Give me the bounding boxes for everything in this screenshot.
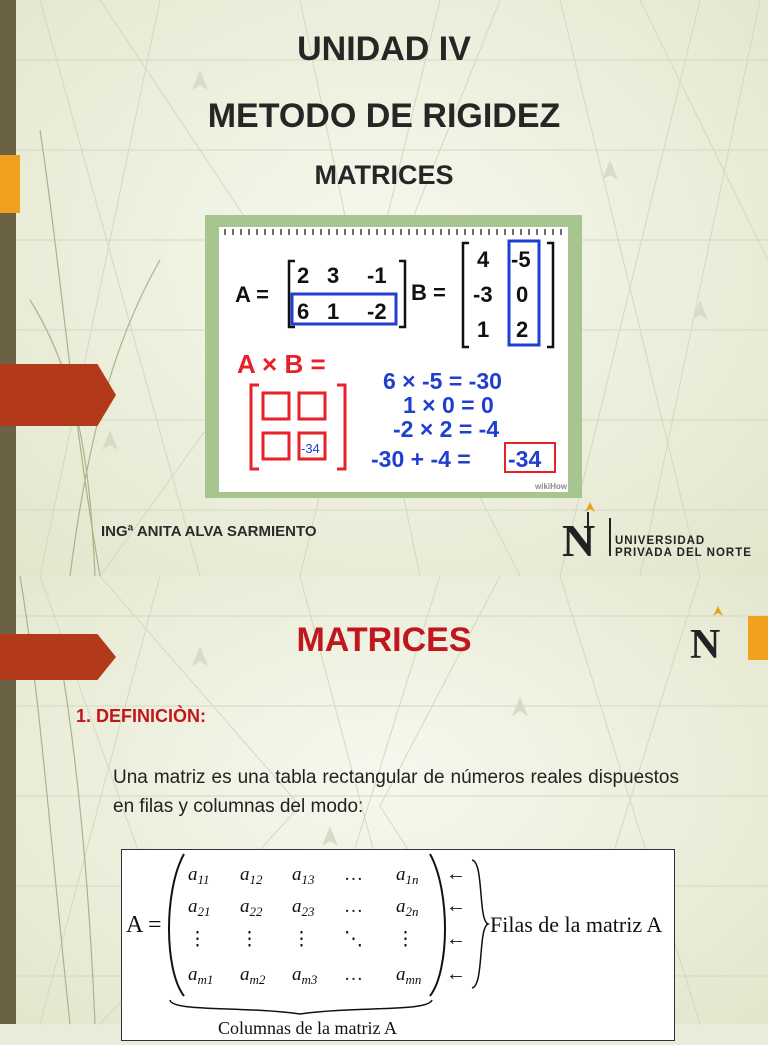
svg-text:←: ← bbox=[446, 863, 466, 885]
red-arrow-shape bbox=[0, 364, 116, 426]
matrix-element: $a_{13}$ bbox=[292, 864, 315, 887]
matrix-element: ⋮ bbox=[292, 929, 311, 950]
right-parenthesis bbox=[430, 854, 445, 996]
logo-divider bbox=[609, 518, 611, 556]
row-arrows bbox=[446, 863, 466, 985]
label-b: B = bbox=[411, 280, 446, 305]
matrix-element: $a_{mn}$ bbox=[396, 964, 422, 987]
section-title: MATRICES bbox=[296, 621, 472, 659]
rows-label: Filas de la matriz A bbox=[490, 912, 663, 937]
matrix-element: $a_{1n}$ bbox=[396, 864, 419, 887]
column-brace bbox=[170, 1000, 432, 1014]
author-name: INGª ANITA ALVA SARMIENTO bbox=[101, 523, 317, 540]
matrix-element: $a_{m1}$ bbox=[188, 964, 214, 987]
left-sidebar-bar bbox=[0, 0, 16, 576]
result-cell-21 bbox=[263, 433, 289, 459]
matrix-b-r2c2: 0 bbox=[516, 282, 529, 307]
matrix-element: … bbox=[344, 864, 363, 885]
matrix-element: … bbox=[344, 964, 363, 985]
slide-title-method: METODO DE RIGIDEZ bbox=[207, 97, 561, 135]
left-parenthesis bbox=[169, 854, 184, 996]
matrix-a-r2c1: 6 bbox=[297, 299, 310, 324]
matrix-element: $a_{m3}$ bbox=[292, 964, 318, 987]
upn-logo-icon bbox=[560, 500, 610, 566]
matrix-element: $a_{23}$ bbox=[292, 896, 315, 919]
formula-lhs: A = bbox=[126, 912, 162, 938]
matrix-element: ⋮ bbox=[396, 929, 415, 950]
matrix-a-r2c2: 1 bbox=[327, 299, 340, 324]
matrix-element: ⋮ bbox=[188, 929, 207, 950]
matrix-element: ⋱ bbox=[344, 929, 363, 950]
sum-result: -34 bbox=[508, 446, 542, 472]
matrix-element: $a_{21}$ bbox=[188, 896, 211, 919]
notebook-binding bbox=[225, 229, 561, 235]
matrix-example-image bbox=[205, 215, 582, 498]
matrix-b-r1c1: 4 bbox=[477, 247, 490, 272]
step-3: -2 × 2 = -4 bbox=[393, 416, 500, 442]
definition-paragraph: Una matriz es una tabla rectangular de números reales dispuestos en filas y columnas del modo: bbox=[113, 767, 679, 817]
svg-text:←: ← bbox=[446, 928, 466, 950]
svg-text:←: ← bbox=[446, 963, 466, 985]
university-name bbox=[615, 535, 752, 559]
matrix-a-r1c2: 3 bbox=[327, 263, 340, 288]
sum-prefix: -30 + -4 = bbox=[371, 446, 471, 472]
matrix-element: ⋮ bbox=[240, 929, 259, 950]
slide-title-unit: UNIDAD IV bbox=[297, 30, 471, 68]
svg-text:N: N bbox=[690, 622, 721, 668]
slide-subtitle: MATRICES bbox=[314, 160, 454, 190]
matrix-multiplication-illustration bbox=[219, 227, 568, 492]
result-cell-11 bbox=[263, 393, 289, 419]
matrix-general-form bbox=[122, 850, 674, 1040]
matrix-a-r2c3: -2 bbox=[367, 299, 387, 324]
matrix-element: $a_{m2}$ bbox=[240, 964, 266, 987]
result-cell-12 bbox=[299, 393, 325, 419]
svg-text:←: ← bbox=[446, 895, 466, 917]
university-line-2: PRIVADA DEL NORTE bbox=[615, 547, 752, 559]
matrix-b-r2c1: -3 bbox=[473, 282, 493, 307]
definition-heading: 1. DEFINICIÒN: bbox=[76, 706, 207, 726]
columns-label: Columnas de la matriz A bbox=[218, 1018, 397, 1038]
product-label: A × B = bbox=[237, 349, 326, 379]
matrix-b-r3c2: 2 bbox=[516, 317, 529, 342]
university-line-1: UNIVERSIDAD bbox=[615, 535, 706, 547]
matrix-formula-image bbox=[121, 849, 675, 1041]
svg-text:N: N bbox=[562, 515, 596, 566]
step-2: 1 × 0 = 0 bbox=[403, 392, 494, 418]
matrix-a-r1c1: 2 bbox=[297, 263, 310, 288]
matrix-element: … bbox=[344, 896, 363, 917]
label-a: A = bbox=[235, 282, 270, 307]
result-cell-value: -34 bbox=[301, 441, 320, 456]
matrix-element: $a_{2n}$ bbox=[396, 896, 419, 919]
matrix-element: $a_{22}$ bbox=[240, 896, 263, 919]
slide-2 bbox=[0, 576, 768, 1038]
step-1: 6 × -5 = -30 bbox=[383, 368, 502, 394]
matrix-b-r3c1: 1 bbox=[477, 317, 490, 342]
watermark: wikiHow bbox=[535, 482, 568, 491]
matrix-a-r1c3: -1 bbox=[367, 263, 387, 288]
matrix-element: $a_{11}$ bbox=[188, 864, 210, 887]
row-brace bbox=[472, 860, 488, 988]
matrix-element: $a_{12}$ bbox=[240, 864, 263, 887]
matrix-b-r1c2: -5 bbox=[511, 247, 531, 272]
